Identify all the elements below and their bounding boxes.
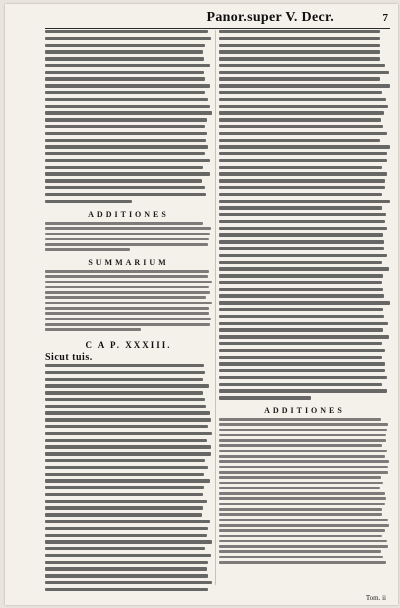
text-line [219,179,390,184]
text-line [45,30,212,35]
text-line [45,547,212,552]
text-line [45,296,212,300]
right-text-block-1 [219,30,390,403]
left-text-block-1 [45,30,212,206]
text-line [45,405,212,410]
text-line [45,391,212,396]
text-line [219,118,390,123]
text-line [45,200,212,205]
text-line [219,77,390,82]
text-line [219,308,390,313]
text-line [45,520,212,525]
text-line [219,335,390,340]
text-line [45,567,212,572]
text-line [45,77,212,82]
text-line [219,105,390,110]
text-line [219,44,390,49]
text-line [219,342,390,347]
text-line [219,233,390,238]
text-line [219,125,390,130]
text-line [219,513,390,517]
text-line [219,497,390,501]
text-line [219,535,390,539]
text-line [219,294,390,299]
text-line [45,98,212,103]
text-line [219,389,390,394]
text-line [45,312,212,316]
text-line [45,364,212,369]
chapter-heading: C A P. XXXIII. [85,340,172,350]
text-line [45,227,212,231]
text-line [45,233,212,237]
text-line [45,318,212,322]
text-line [45,302,212,306]
left-additiones-notes [45,222,212,254]
text-line [219,30,390,35]
text-line [45,37,212,42]
text-line [45,57,212,62]
text-line [219,455,390,459]
text-line [219,281,390,286]
text-line [45,534,212,539]
text-line [219,274,390,279]
text-line [219,383,390,388]
text-line [219,200,390,205]
text-line [45,186,212,191]
text-line [219,64,390,69]
text-line [45,132,212,137]
text-line [219,545,390,549]
text-line [45,378,212,383]
left-column [45,30,212,591]
text-line [45,527,212,532]
text-line [219,429,390,433]
text-line [219,186,390,191]
text-line [219,111,390,116]
text-line [45,439,212,444]
text-line [45,411,212,416]
text-line [219,434,390,438]
text-line [45,500,212,505]
text-line [45,445,212,450]
summarium-notes [45,270,212,334]
text-line [219,57,390,62]
text-line [219,152,390,157]
text-line [219,301,390,306]
text-line [219,50,390,55]
text-line [219,476,390,480]
text-line [219,466,390,470]
text-line [45,152,212,157]
text-line [219,37,390,42]
text-line [45,118,212,123]
text-line [219,98,390,103]
text-line [219,159,390,164]
text-line [219,487,390,491]
text-line [219,376,390,381]
text-line [219,91,390,96]
text-line [219,328,390,333]
text-line [219,561,390,565]
text-line [219,482,390,486]
text-line [45,84,212,89]
text-line [219,503,390,507]
text-line [45,105,212,110]
text-line [219,145,390,150]
text-line [45,172,212,177]
text-line [45,44,212,49]
text-line [219,471,390,475]
text-line [45,179,212,184]
right-column [219,30,390,591]
text-line [45,574,212,579]
text-line [45,243,212,247]
text-line [219,315,390,320]
text-line [219,540,390,544]
text-line [219,240,390,245]
text-line [45,513,212,518]
text-line [45,506,212,511]
summarium-heading: SUMMARIUM [88,258,169,267]
text-line [45,466,212,471]
chapter-opening-words: Sicut tuis. [45,352,93,363]
text-line [219,220,390,225]
text-line [45,64,212,69]
text-line [219,524,390,528]
text-line [219,288,390,293]
text-line [45,139,212,144]
book-page [5,4,398,605]
folio-number: 7 [382,12,388,24]
additiones-heading-right: ADDITIONES [264,406,345,415]
text-line [45,71,212,76]
page-header [45,10,390,29]
text-line [219,529,390,533]
text-line [45,371,212,376]
additiones-heading-left: ADDITIONES [88,210,169,219]
text-line [45,425,212,430]
text-line [219,247,390,252]
text-line [219,492,390,496]
text-line [45,418,212,423]
text-line [45,111,212,116]
text-line [219,166,390,171]
left-text-block-2 [45,364,212,595]
text-line [219,423,390,427]
text-line [219,254,390,259]
text-line [45,91,212,96]
text-line [45,291,212,295]
text-line [219,139,390,144]
text-line [45,248,212,252]
text-line [219,349,390,354]
signature-mark: Tom. ii [365,594,386,602]
text-line [219,508,390,512]
text-line [219,369,390,374]
text-line [219,556,390,560]
text-line [45,588,212,593]
text-line [219,213,390,218]
text-line [219,550,390,554]
text-line [219,519,390,523]
text-line [45,307,212,311]
text-line [45,125,212,130]
text-line [219,450,390,454]
text-line [219,193,390,198]
text-line [219,206,390,211]
text-line [45,398,212,403]
text-line [219,267,390,272]
text-line [45,540,212,545]
text-line [45,493,212,498]
text-line [45,222,212,226]
text-line [219,172,390,177]
text-line [45,323,212,327]
text-line [45,473,212,478]
text-line [219,84,390,89]
text-line [45,50,212,55]
text-line [219,322,390,327]
text-line [45,561,212,566]
text-line [45,479,212,484]
text-line [219,396,390,401]
text-line [45,581,212,586]
text-line [219,71,390,76]
column-gutter [215,30,216,585]
text-line [45,238,212,242]
text-line [45,166,212,171]
text-line [45,432,212,437]
text-line [45,275,212,279]
text-line [45,145,212,150]
text-line [45,281,212,285]
text-line [45,270,212,274]
text-line [219,460,390,464]
text-line [219,362,390,367]
text-line [45,193,212,198]
text-line [45,452,212,457]
text-line [45,328,212,332]
right-additiones-notes [219,418,390,566]
text-line [219,261,390,266]
text-line [45,384,212,389]
text-line [45,486,212,491]
text-line [219,439,390,443]
text-line [45,286,212,290]
text-line [219,418,390,422]
text-line [219,132,390,137]
text-line [45,159,212,164]
text-line [219,356,390,361]
running-title: Panor.super V. Decr. [206,10,334,25]
text-line [219,444,390,448]
text-line [45,554,212,559]
text-line [45,459,212,464]
text-line [219,227,390,232]
